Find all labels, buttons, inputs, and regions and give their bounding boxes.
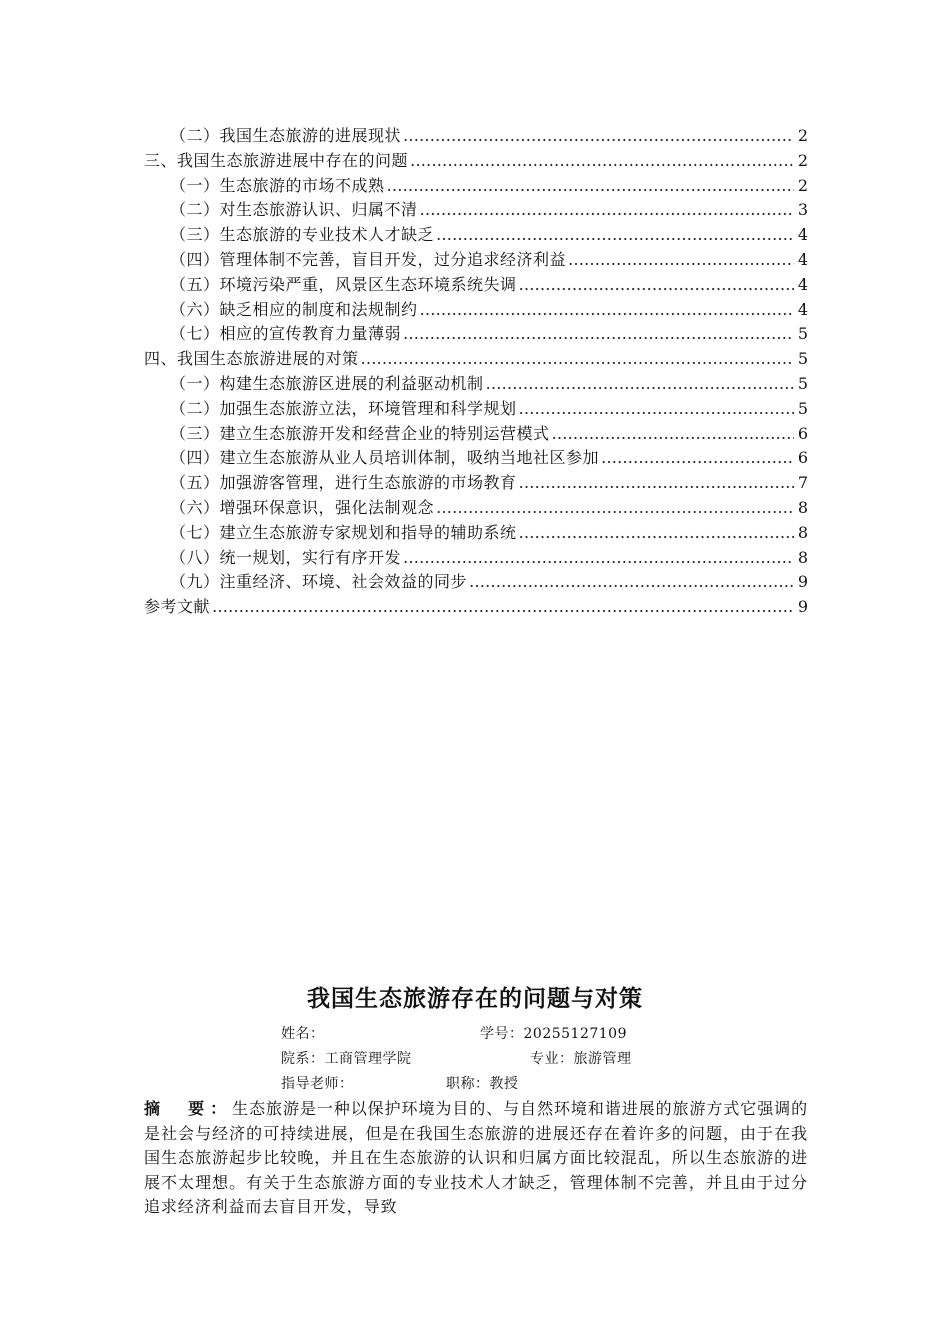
department-label: 院系： [281,1051,325,1067]
toc-leader-dots [436,223,794,248]
toc-entry[interactable] [144,570,808,595]
toc-entry-page-number: 3 [797,200,808,220]
toc-leader-dots [420,198,794,223]
rank-value: 教授 [489,1076,519,1092]
toc-entry[interactable] [144,198,808,223]
toc-entry-title: （九）注重经济、环境、社会效益的同步 [170,572,468,592]
toc-entry-title: （二）加强生态旅游立法，环境管理和科学规划 [170,398,517,418]
advisor-field [281,1073,354,1093]
toc-entry-title: （四）建立生态旅游从业人员培训体制，吸纳当地社区参加 [170,448,600,468]
toc-entry-page-number: 8 [797,547,808,567]
toc-entry-title: （六）增强环保意识，强化法制观念 [170,497,435,517]
department-value: 工商管理学院 [324,1051,412,1067]
toc-entry[interactable] [144,546,808,571]
toc-entry-page-number: 9 [797,572,808,592]
toc-entry-title: （一）生态旅游的市场不成熟 [170,175,385,195]
toc-entry-title: （七）相应的宣传教育力量薄弱 [170,324,402,344]
rank-label: 职称： [446,1076,490,1092]
toc-entry-page-number: 4 [797,299,808,319]
name-field [281,1023,325,1043]
student-id-label: 学号： [480,1026,524,1042]
advisor-label: 指导老师： [281,1076,354,1092]
name-label: 姓名： [281,1026,325,1042]
toc-entry-title: （五）加强游客管理，进行生态旅游的市场教育 [170,473,517,493]
toc-entry-page-number: 8 [797,497,808,517]
toc-entry-page-number: 5 [797,349,808,369]
toc-leader-dots [403,322,794,347]
abstract-label: 摘 要： [144,1099,233,1118]
toc-entry-title: （二）对生态旅游认识、归属不清 [170,200,418,220]
toc-leader-dots [519,471,794,496]
toc-entry-title: （二）我国生态旅游的进展现状 [170,126,402,145]
toc-entry-page-number: 4 [797,274,808,294]
student-id-field [480,1023,627,1043]
toc-entry-title: （四）管理体制不完善，盲目开发，过分追求经济利益 [170,249,567,269]
toc-entry[interactable] [144,471,808,496]
toc-entry[interactable] [144,124,808,149]
toc-entry[interactable] [144,149,808,174]
toc-entry-title: 参考文献 [144,597,211,617]
toc-entry-title: （三）建立生态旅游开发和经营企业的特别运营模式 [170,423,550,443]
toc-entry[interactable] [144,595,808,620]
toc-entry-page-number: 8 [797,522,808,542]
toc-entry-page-number: 2 [797,175,808,195]
toc-entry[interactable] [144,521,808,546]
toc-entry-page-number: 6 [797,448,808,468]
toc-entry-page-number: 2 [797,150,808,170]
toc-entry-title: （六）缺乏相应的制度和法规制约 [170,299,418,319]
toc-entry[interactable] [144,446,808,471]
student-id-value: 20255127109 [523,1026,627,1042]
toc-entry[interactable] [144,298,808,323]
toc-leader-dots [519,273,794,298]
toc-entry[interactable] [144,372,808,397]
toc-entry[interactable] [144,397,808,422]
toc-leader-dots [361,347,794,372]
toc-leader-dots [403,124,794,149]
toc-entry-page-number: 2 [797,126,808,145]
toc-entry-title: （七）建立生态旅游专家规划和指导的辅助系统 [170,522,517,542]
toc-entry[interactable] [144,248,808,273]
major-value: 旅游管理 [573,1051,632,1067]
toc-entry[interactable] [144,174,808,199]
toc-entry-page-number: 5 [797,324,808,344]
abstract [144,1097,808,1220]
toc-leader-dots [519,397,794,422]
toc-leader-dots [486,372,794,397]
toc-leader-dots [420,298,794,323]
toc-leader-dots [410,149,794,174]
major-label: 专业： [530,1051,574,1067]
toc-entry-title: （一）构建生态旅游区进展的利益驱动机制 [170,373,484,393]
toc-leader-dots [403,546,794,571]
major-field [530,1048,632,1068]
toc-leader-dots [601,446,794,471]
toc-leader-dots [469,570,794,595]
toc-entry-title: 四、我国生态旅游进展的对策 [144,349,359,369]
toc-entry[interactable] [144,322,808,347]
abstract-text: 生态旅游是一种以保护环境为目的、与自然环境和谐进展的旅游方式它强调的是社会与经济的可持续进展，但是在我国生态旅游的进展还存在着许多的问题，由于在我国生态旅游起步比较晚，并且在生态旅游的认识和归属方面比较混乱，所以生态旅游的进展不太理想。有关于生态旅游方面的专业技术人才缺乏，管理体制不完善，并且由于过分追求经济利益而去盲目开发，导致 [144,1099,808,1216]
toc-entry-page-number: 6 [797,423,808,443]
toc-entry[interactable] [144,347,808,372]
table-of-contents [144,124,808,620]
toc-entry-title: 三、我国生态旅游进展中存在的问题 [144,150,409,170]
toc-entry[interactable] [144,223,808,248]
toc-entry-page-number: 5 [797,398,808,418]
toc-entry-title: （八）统一规划，实行有序开发 [170,547,402,567]
toc-entry-title: （五）环境污染严重，风景区生态环境系统失调 [170,274,517,294]
toc-entry[interactable] [144,422,808,447]
toc-entry-page-number: 5 [797,373,808,393]
toc-leader-dots [568,248,794,273]
paper-title: 我国生态旅游存在的问题与对策 [307,986,643,1012]
toc-entry-page-number: 4 [797,249,808,269]
toc-entry-title: （三）生态旅游的专业技术人才缺乏 [170,225,435,245]
toc-entry[interactable] [144,496,808,521]
toc-leader-dots [519,521,794,546]
toc-entry[interactable] [144,273,808,298]
toc-leader-dots [436,496,794,521]
rank-field [446,1073,519,1093]
toc-leader-dots [212,595,794,620]
toc-entry-page-number: 4 [797,225,808,245]
toc-leader-dots [387,174,794,199]
toc-entry-page-number: 9 [797,597,808,617]
toc-leader-dots [552,422,794,447]
toc-entry-page-number: 7 [797,473,808,493]
department-field [281,1048,412,1068]
